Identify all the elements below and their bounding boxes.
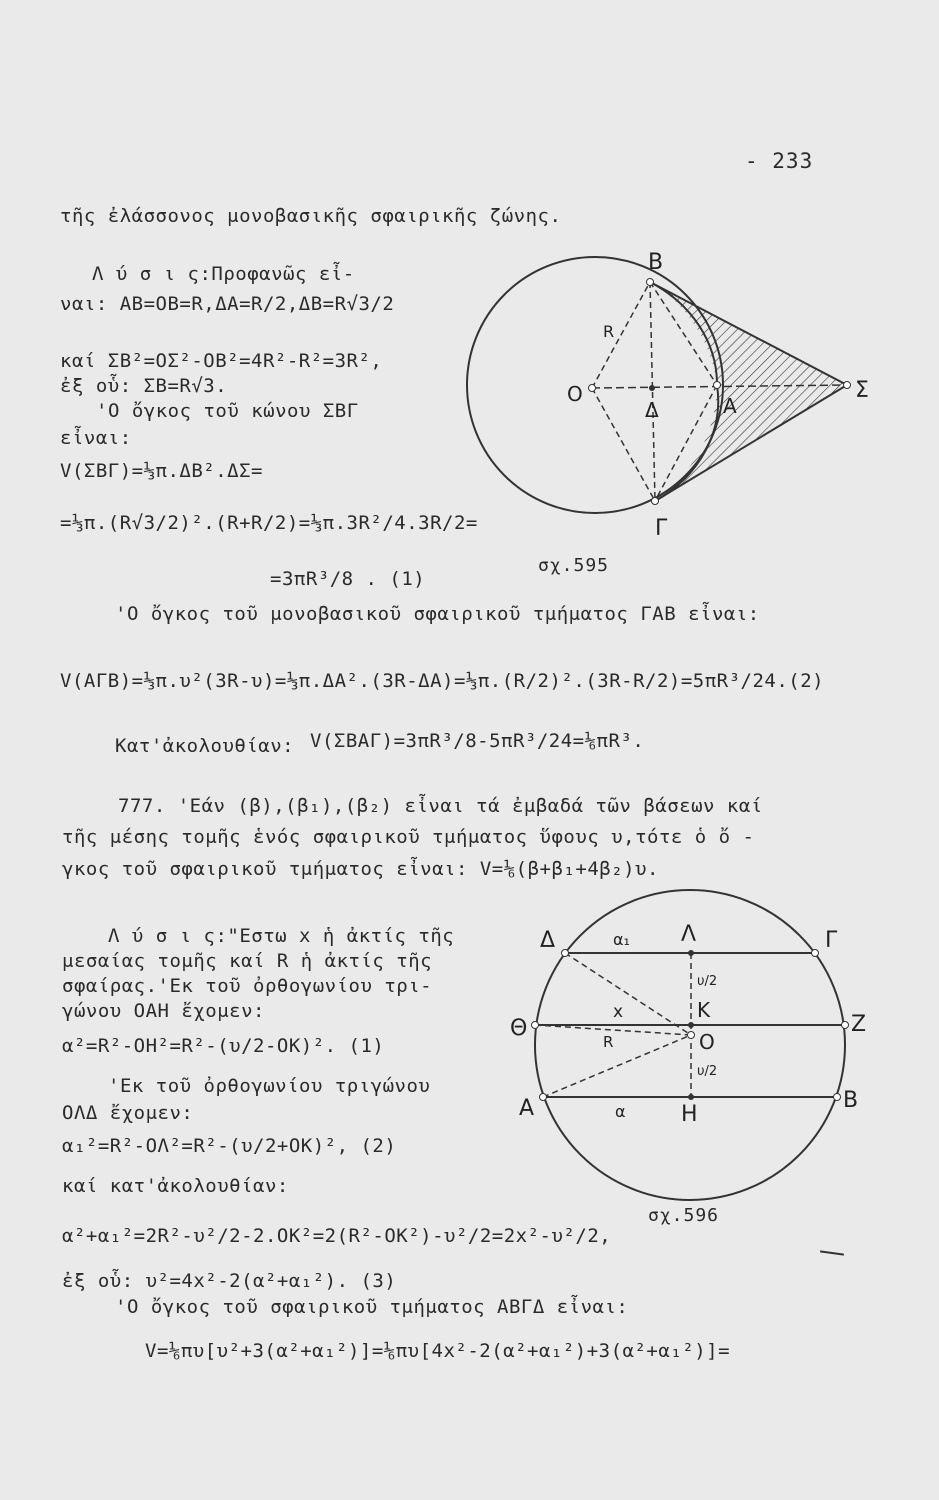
label-Gamma: Γ <box>655 516 668 541</box>
point-G <box>652 498 659 505</box>
text-line: σφαίρας.'Εκ τοῦ ὀρθογωνίου τρι- <box>62 975 433 997</box>
page-number: - 233 <box>745 149 814 173</box>
label-Sigma: Σ <box>855 378 869 403</box>
point-B <box>834 1094 841 1101</box>
text-line: 'Ο ὄγκος τοῦ σφαιρικοῦ τμήματος ABΓΔ εἶναι: <box>115 1296 629 1318</box>
label-Gamma: Γ <box>825 928 838 953</box>
formula-line: V(AΓB)=⅓π.υ²(3R-υ)=⅓π.ΔA².(3R-ΔA)=⅓π.(R/2)².(3R-R/2)=5πR³/24.(2) <box>60 670 825 692</box>
formula-line: V(ΣBAΓ)=3πR³/8-5πR³/24=⅙πR³. <box>310 730 645 752</box>
text-line: τῆς ἐλάσσονος μονοβασικῆς σφαιρικῆς ζώνης. <box>60 205 562 227</box>
point-K <box>688 1022 694 1028</box>
point-A <box>714 382 721 389</box>
exercise-line: 777. 'Εάν (β),(β₁),(β₂) εἶναι τά ἐμβαδά τῶν βάσεων καί <box>118 795 763 817</box>
text-line: ναι: AB=OB=R,ΔA=R/2,ΔB=R√3/2 <box>60 293 395 315</box>
figure-595-svg <box>455 245 885 545</box>
formula-line: =3πR³/8 . (1) <box>270 568 426 590</box>
label-x: x <box>613 1002 624 1022</box>
formula-line: V(ΣBΓ)=⅓π.ΔB².ΔΣ= <box>60 460 263 482</box>
text-line: καί κατ'ἀκολουθίαν: <box>62 1175 289 1197</box>
exercise-line: γκος τοῦ σφαιρικοῦ τμήματος εἶναι: V=⅙(β+β₁+4β₂)υ. <box>62 858 659 880</box>
formula-line: =⅓π.(R√3/2)².(R+R/2)=⅓π.3R²/4.3R/2= <box>60 512 478 534</box>
text-line: Λ ύ σ ι ς:Προφανῶς εἶ- <box>92 263 355 285</box>
label-A: A <box>723 394 737 418</box>
label-A: A <box>519 1096 535 1121</box>
radius-OD <box>565 953 691 1035</box>
text-line: OΛΔ ἔχομεν: <box>62 1102 194 1124</box>
figure-595 <box>455 245 885 545</box>
label-u2-upper: υ/2 <box>697 974 718 989</box>
formula-line: ἐξ οὗ: υ²=4x²-2(α²+α₁²). (3) <box>62 1270 397 1292</box>
formula-line: α²=R²-OH²=R²-(υ/2-OK)². (1) <box>62 1035 385 1057</box>
hatched-region <box>650 282 847 500</box>
point-Z <box>842 1022 849 1029</box>
point-D <box>649 385 655 391</box>
label-Z: Z <box>851 1012 867 1037</box>
formula-line: V=⅙πυ[υ²+3(α²+α₁²)]=⅙πυ[4x²-2(α²+α₁²)+3(α²+α₁²)]= <box>145 1340 731 1362</box>
formula-line: α²+α₁²=2R²-υ²/2-2.OK²=2(R²-OK²)-υ²/2=2x²-υ²/2, <box>62 1225 612 1247</box>
label-R: R <box>603 322 615 341</box>
figure-595-caption: σχ.595 <box>538 555 610 576</box>
margin-dash <box>820 1250 844 1255</box>
point-O <box>589 385 596 392</box>
radius-OB <box>592 282 650 388</box>
figure-596 <box>505 885 885 1215</box>
point-A <box>540 1094 547 1101</box>
point-H <box>688 1094 694 1100</box>
label-H: H <box>681 1102 698 1127</box>
point-D <box>562 950 569 957</box>
point-O <box>688 1032 695 1039</box>
point-G <box>812 950 819 957</box>
text-line: 'Ο ὄγκος τοῦ κώνου ΣBΓ <box>96 400 359 422</box>
text-line: μεσαίας τομῆς καί R ἡ ἀκτίς τῆς <box>62 950 433 972</box>
label-B: B <box>648 250 664 275</box>
text-line: ἐξ οὗ: ΣB=R√3. <box>60 375 228 397</box>
label-a1: α₁ <box>613 930 630 949</box>
text-line: εἶναι: <box>60 427 132 449</box>
label-u2-lower: υ/2 <box>697 1064 718 1079</box>
exercise-line: τῆς μέσης τομῆς ἑνός σφαιρικοῦ τμήματος ὕφους υ,τότε ὁ ὄ - <box>62 826 755 848</box>
radius-OA <box>543 1035 691 1097</box>
label-R: R <box>603 1033 614 1051</box>
label-B: B <box>843 1088 859 1113</box>
figure-596-svg <box>505 885 885 1215</box>
label-Delta: Δ <box>540 928 556 953</box>
label-a: α <box>615 1102 626 1121</box>
point-L <box>688 950 694 956</box>
label-Delta: Δ <box>645 398 659 422</box>
point-B <box>647 279 654 286</box>
text-line: 'Ο ὄγκος τοῦ μονοβασικοῦ σφαιρικοῦ τμήματος ΓAB εἶναι: <box>115 603 760 625</box>
point-S <box>844 382 851 389</box>
text-line: Λ ύ σ ι ς:"Εστω x ἡ ἀκτίς τῆς <box>108 925 455 947</box>
text-line: καί ΣB²=OΣ²-OB²=4R²-R²=3R², <box>60 350 383 372</box>
text-line: Κατ'ἀκολουθίαν: <box>115 735 295 757</box>
formula-line: α₁²=R²-OΛ²=R²-(υ/2+OK)², (2) <box>62 1135 397 1157</box>
label-Theta: Θ <box>510 1016 528 1041</box>
point-Th <box>532 1022 539 1029</box>
chord-BG <box>650 282 655 501</box>
text-line: 'Εκ τοῦ ὀρθογωνίου τριγώνου <box>108 1075 431 1097</box>
figure-596-caption: σχ.596 <box>648 1205 720 1226</box>
label-O: O <box>567 382 583 406</box>
text-line: γώνου OAH ἔχομεν: <box>62 1000 265 1022</box>
label-K: K <box>697 998 711 1022</box>
label-O: O <box>699 1030 715 1054</box>
label-Lambda: Λ <box>681 922 697 947</box>
